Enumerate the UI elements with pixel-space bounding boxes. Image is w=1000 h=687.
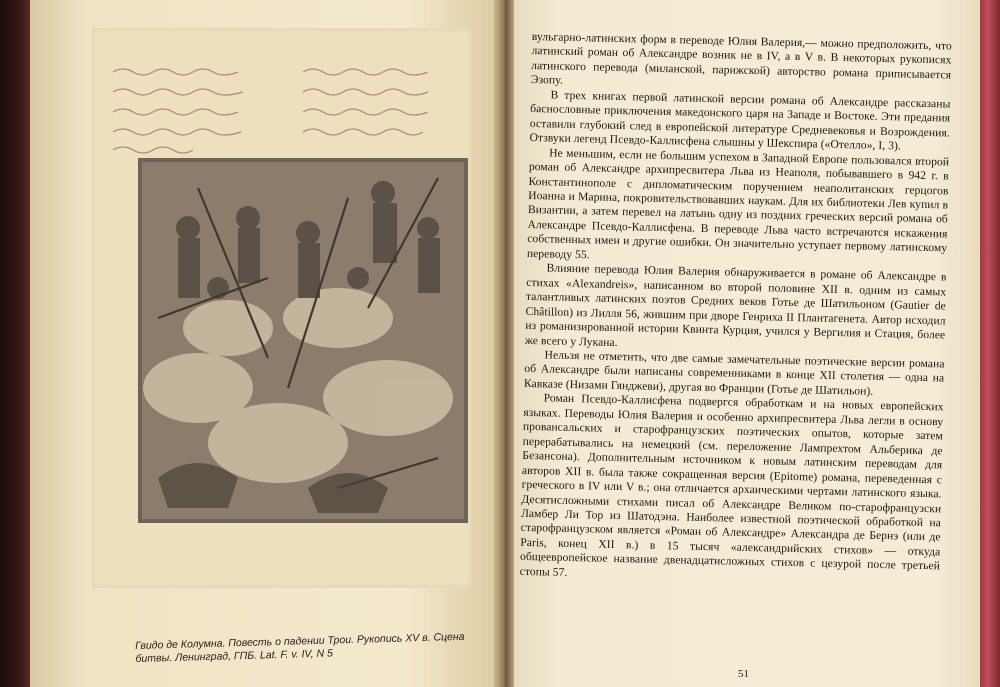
paragraph-2: В трех книгах первой латинской версии романа об Александре рассказаны баснословные приключения македонского царя на Западе и Востоке. Эти предания оставили глубокий след в европейской литературе Средневековья и Возрождения. Отзвуки легенд Псевдо-Каллисфена слышны у Шекспира («Отелло», I, 3). xyxy=(529,88,951,153)
page-number: 51 xyxy=(738,668,749,680)
paragraph-3: Не меньшим, если не большим успехом в Западной Европе пользовался второй роман об Александре архипресвитера Льва из Неаполя, побывавшего в 942 г. в Константинополе с дипломатическим поручением неаполитанских герцогов Иоанна и Марина, покровительствовавших наукам. Для их библиотеки Лев купил в Византии, а затем перевел на латынь одну из поздних греческих версий романа об Александре Псевдо-Каллисфена. В переводе Льва часто встречаются искажения собственных имен и другие ошибки. Он значительно уступает первому латинскому переводу 55. xyxy=(526,146,950,262)
book-cover-edge xyxy=(980,0,1000,687)
paragraph-4: Влияние перевода Юлия Валерия обнаруживается в романе об Александре в стихах «Alexandreis», написанном во второй половине XII в. одним из самых талантливых латинских поэтов Средних веков Готье де Шатильоном (Gautier de Châtillon) из Лилля 56, жившим при дворе Генриха II Плантагенета. Автор исходил из романизированной истории Квинта Курция, учился у Вергилия и Стация, более же всего у Лукана. xyxy=(524,261,947,349)
figure-caption: Гвидо де Колумна. Повесть о падении Трои. Рукопись XV в. Сцена битвы. Ленинград, ГПБ. Lat. F. v. IV, N 5 xyxy=(135,630,465,665)
manuscript-script xyxy=(108,60,468,155)
paragraph-6: Роман Псевдо-Каллисфена подвергся обработкам и на новых европейских языках. Переводы Юлия Валерия и особенно архипресвитера Льва легли в основу провансальских и старофранцузских поэтических опытов, которые затем перерабатывались на немецкий (см. переложение Лампрехтом Альберика де Безансона). Дополнительным источником к новым латинским переводам для авторов XII в. была также сокращенная версия (Epitome) романа, переведенная с греческого в IV или V в.; она отличается архаическими чертами латинского языка. Десятисложными стихами писал об Александре Великом по-старофранцузски Ламбер Ли Тор из Шатодэна. Наиболее известной поэтической обработкой на старофранцузском является «Роман об Александре» Александра де Бернэ (или де Paris, конец XII в.) в 15 тысяч «александрийских стихов» — откуда общеевропейское название двенадцатисложных стихов с цезурой после третьей стопы 57. xyxy=(519,391,944,579)
battle-scene-image xyxy=(138,158,468,523)
paragraph-1: вульгарно-латинских форм в переводе Юлия Валерия,— можно предположить, что латинский роман об Александре возник не в IV, а в V в. В некоторых рукописях латинского перевода (миланской, парижской) авторство романа приписывается Эзопу. xyxy=(530,30,952,88)
page-body-text xyxy=(520,30,952,589)
book-spine xyxy=(0,0,30,687)
paragraph-5: Нельзя не отметить, что две самые замечательные поэтические версии романа об Александре были написаны современниками в конце XII столетия — одна на Кавказе (Низами Гянджеви), другая во Франции (Готье де Шатильон). xyxy=(523,348,945,398)
book-gutter xyxy=(494,0,516,687)
